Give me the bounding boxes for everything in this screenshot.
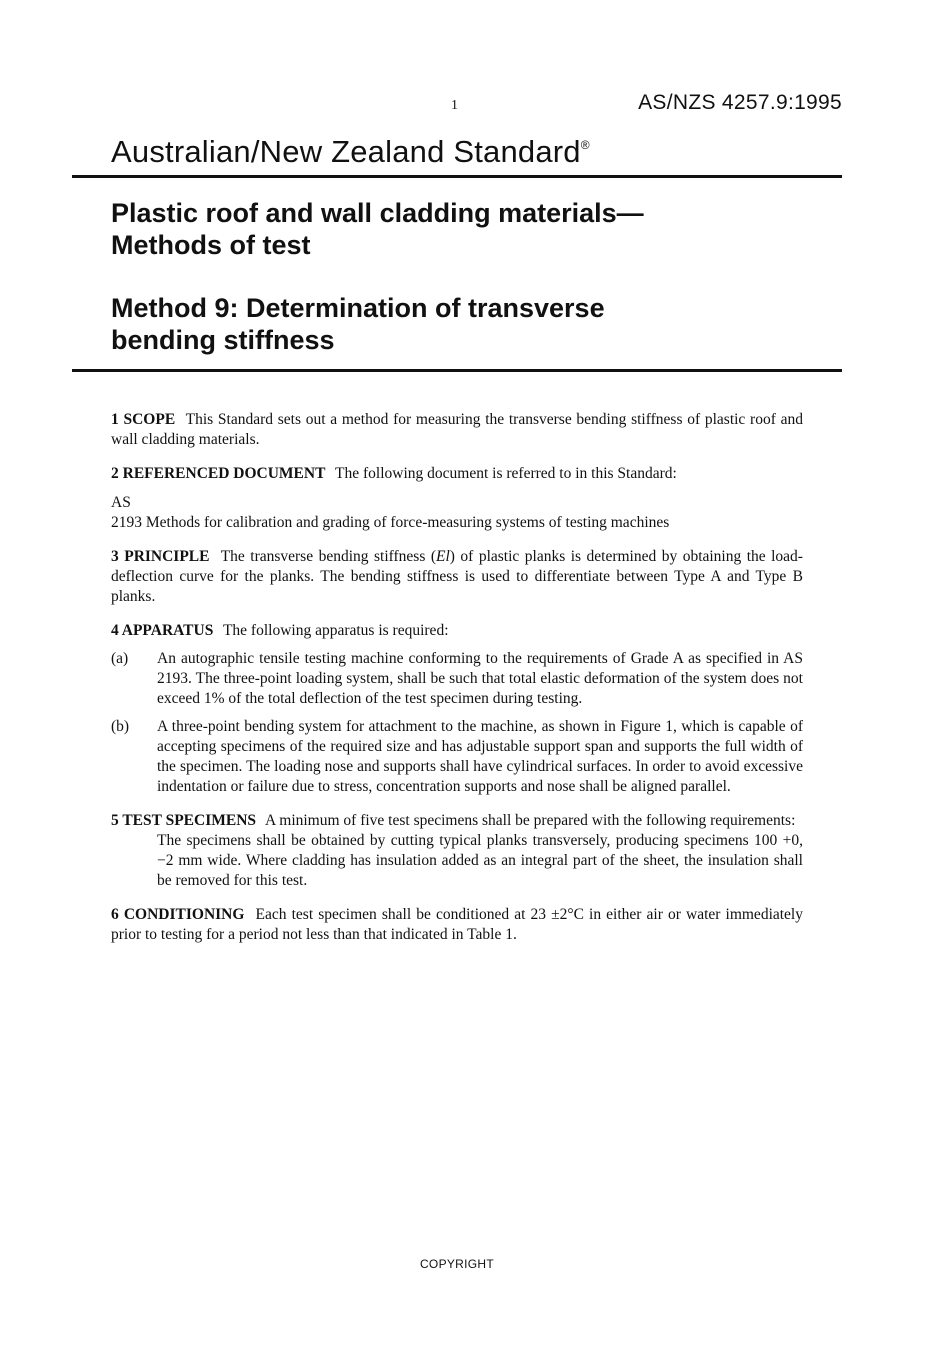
list-item-text: An autographic tensile testing machine conforming to the requirements of Grade A as specified in AS 2193. The three-point loading system, shall be such that total elastic deformation of the system does not exceed 1% of the total deflection of the test specimen during testing.: [157, 650, 803, 707]
main-title-line-1: Plastic roof and wall cladding materials—: [111, 198, 644, 228]
page-number: 1: [451, 98, 458, 113]
referenced-paragraph: [111, 464, 803, 484]
section-referenced-document: [111, 464, 803, 533]
section-heading: 5 TEST SPECIMENS: [111, 812, 257, 829]
principle-paragraph: [111, 547, 803, 607]
copyright-footer: COPYRIGHT: [419, 1257, 495, 1271]
section-text: ) of plastic planks is determined by obtaining the load-deflection curve for the planks. The bending stiffness is used to differentiate between Type A and Type B planks.: [111, 548, 803, 605]
section-text: A minimum of five test specimens shall be prepared with the following requirements:: [265, 812, 796, 829]
method-title-line-1: Method 9: Determination of transverse: [111, 293, 605, 323]
list-item-label: (a): [111, 650, 129, 667]
document-body: [111, 410, 803, 959]
section-text: This Standard sets out a method for measuring the transverse bending stiffness of plastic roof and wall cladding materials.: [111, 411, 803, 448]
section-conditioning: [111, 905, 803, 945]
list-item-label: (b): [111, 718, 130, 735]
list-item: [111, 649, 803, 709]
method-title-line-2: bending stiffness: [111, 325, 335, 355]
section-heading: 4 APPARATUS: [111, 622, 214, 639]
registered-mark: ®: [580, 138, 590, 152]
section-heading: 3 PRINCIPLE: [111, 548, 210, 565]
conditioning-paragraph: [111, 905, 803, 945]
scope-paragraph: [111, 410, 803, 450]
stiffness-symbol: El: [436, 548, 450, 565]
section-text: The transverse bending stiffness (: [220, 548, 437, 565]
reference-series: AS: [111, 494, 131, 511]
section-principle: [111, 547, 803, 607]
section-text: The following apparatus is required:: [222, 622, 449, 639]
main-title: [111, 197, 811, 261]
title-rule-bottom: [72, 369, 842, 372]
method-title: [111, 292, 811, 356]
reference-list: [111, 493, 803, 533]
list-item-text: A three-point bending system for attachment to the machine, as shown in Figure 1, which is capable of accepting specimens of the required size and has adjustable support span and supports the full width of the specimen. The loading nose and supports shall have cylindrical surfaces. In order to avoid excessive indentation or failure due to stress, concentration supports and nose shall be aligned parallel.: [157, 718, 803, 795]
section-heading: 6 CONDITIONING: [111, 906, 245, 923]
standard-title-text: Australian/New Zealand Standard: [111, 134, 581, 169]
section-text: Each test specimen shall be conditioned at 23 ±2°C in either air or water immediately prior to testing for a period not less than that indicated in Table 1.: [111, 906, 803, 943]
specimens-requirement: The specimens shall be obtained by cutting typical planks transversely, producing specimens 100 +0, −2 mm wide. Where cladding has insulation added as an integral part of the sheet, the insulation shall be removed for this test.: [157, 832, 803, 889]
section-text: The following document is referred to in this Standard:: [335, 465, 677, 482]
reference-item: 2193 Methods for calibration and grading of force-measuring systems of testing machines: [111, 514, 670, 531]
title-rule-top: [72, 175, 842, 178]
standard-title: [111, 134, 590, 170]
section-scope: [111, 410, 803, 450]
section-heading: 2 REFERENCED DOCUMENT: [111, 465, 326, 482]
apparatus-paragraph: [111, 621, 803, 641]
section-test-specimens: [111, 811, 803, 891]
list-item: [111, 717, 803, 797]
document-code: AS/NZS 4257.9:1995: [638, 91, 842, 114]
section-heading: 1 SCOPE: [111, 411, 176, 428]
main-title-line-2: Methods of test: [111, 230, 311, 260]
specimens-paragraph: [111, 811, 803, 831]
section-apparatus: [111, 621, 803, 797]
